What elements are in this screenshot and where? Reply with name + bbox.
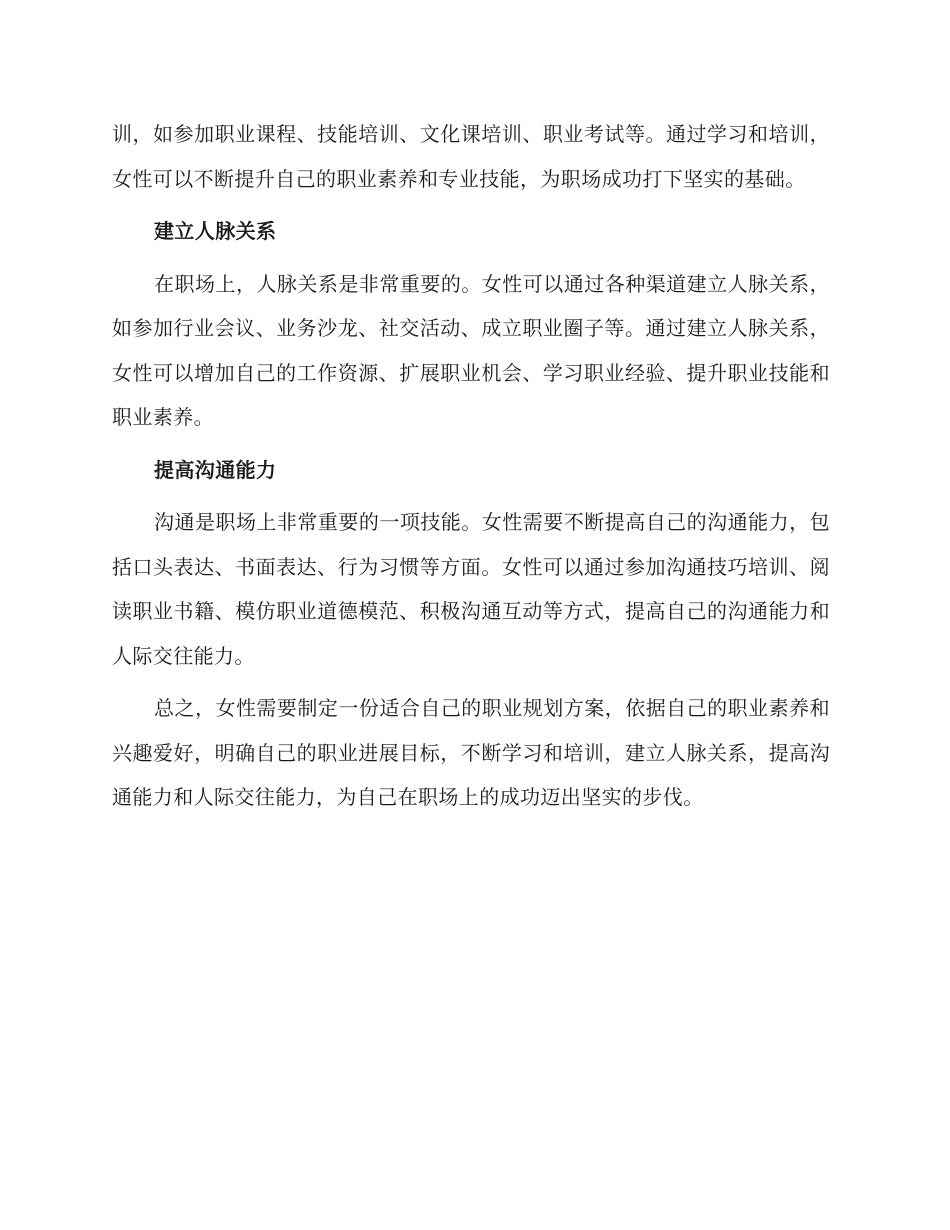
section-body-communication: 沟通是职场上非常重要的一项技能。女性需要不断提高自己的沟通能力，包括口头表达、书面表达、行为习惯等方面。女性可以通过参加沟通技巧培训、阅读职业书籍、模仿职业道德模范、积极沟通互动等方式，提高自己的沟通能力和人际交往能力。 (112, 510, 830, 668)
section-heading-network: 建立人脉关系 (154, 219, 277, 243)
intro-paragraph: 训，如参加职业课程、技能培训、文化课培训、职业考试等。通过学习和培训，女性可以不断提升自己的职业素养和专业技能，为职场成功打下坚实的基础。 (112, 122, 830, 191)
section-body-network: 在职场上，人脉关系是非常重要的。女性可以通过各种渠道建立人脉关系，如参加行业会议、业务沙龙、社交活动、成立职业圈子等。通过建立人脉关系，女性可以增加自己的工作资源、扩展职业机会、学习职业经验、提升职业技能和职业素养。 (112, 271, 830, 429)
section-heading-communication: 提高沟通能力 (154, 457, 277, 482)
conclusion-paragraph: 总之，女性需要制定一份适合自己的职业规划方案，依据自己的职业素养和兴趣爱好，明确自己的职业进展目标，不断学习和培训，建立人脉关系，提高沟通能力和人际交往能力，为自己在职场上的成功迈出坚实的步伐。 (112, 696, 830, 809)
